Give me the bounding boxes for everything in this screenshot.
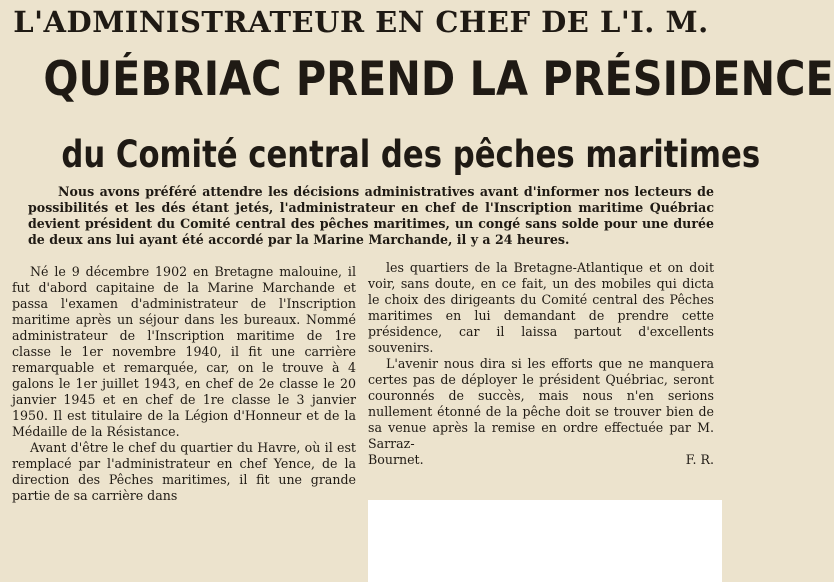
blank-area xyxy=(368,500,722,582)
right-column xyxy=(368,260,714,468)
left-paragraph-1: Né le 9 décembre 1902 en Bretagne malouine, il fut d'abord capitaine de la Marine Marchande et passa l'examen d'administrateur de l'Inscription maritime après un séjour dans les bureaux. Nommé administrateur de l'Inscription maritime de 1re classe le 1er novembre 1940, il fit une carrière remarquable et remarquée, car, on le trouve à 4 galons le 1er juillet 1943, en chef de 2e classe le 20 janvier 1945 et en chef de 1re classe le 3 janvier 1950. Il est titulaire de la Légion d'Honneur et de la Médaille de la Résistance. xyxy=(12,264,356,439)
left-paragraph-2: Avant d'être le chef du quartier du Havre, où il est remplacé par l'administrateur en chef Yence, de la direction des Pêches maritimes, il fit une grande partie de sa carrière dans xyxy=(12,440,356,503)
author-initials: F. R. xyxy=(685,452,714,467)
signature-line xyxy=(368,452,714,468)
kicker-headline: L'ADMINISTRATEUR EN CHEF DE L'I. M. xyxy=(13,5,709,39)
lead-paragraph xyxy=(28,184,714,248)
main-headline: QUÉBRIAC PREND LA PRÉSIDENCE xyxy=(43,52,834,107)
right-paragraph-1: les quartiers de la Bretagne-Atlantique et on doit voir, sans doute, en ce fait, un des mobiles qui dicta le choix des dirigeants du Comité central des Pêches maritimes en lui demandant de prendre cette présidence, car il laissa partout d'excellents souvenirs. xyxy=(368,260,714,355)
lead-text: Nous avons préféré attendre les décisions administratives avant d'informer nos lecteurs de possibilités et les dés étant jetés, l'administrateur en chef de l'Inscription maritime Québriac devient président du Comité central des pêches maritimes, un congé sans solde pour une durée de deux ans lui ayant été accordé par la Marine Marchande, il y a 24 heures. xyxy=(28,184,714,247)
right-paragraph-2: L'avenir nous dira si les efforts que ne manquera certes pas de déployer le président Québriac, seront couronnés de succès, mais nous n'en serions nullement étonné de la pêche doit se trouver bien de sa venue après la remise en ordre effectuée par M. Sarraz- xyxy=(368,356,714,451)
left-column xyxy=(12,264,356,504)
signature-name-end: Bournet. xyxy=(368,452,424,467)
sub-headline: du Comité central des pêches maritimes xyxy=(61,133,761,176)
